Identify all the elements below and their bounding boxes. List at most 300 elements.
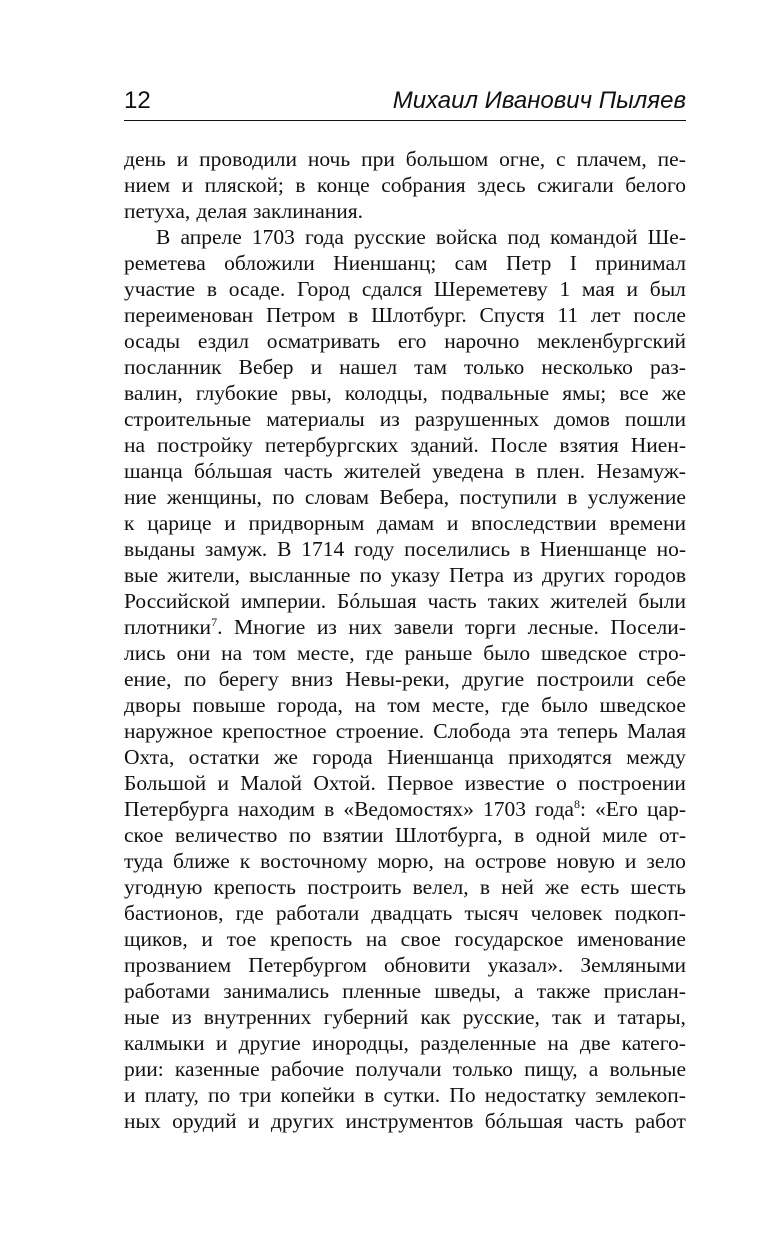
word: вые: [124, 563, 159, 587]
word: в: [479, 875, 491, 899]
word: месте,: [297, 641, 355, 665]
word: и: [215, 1031, 228, 1055]
text-line: [124, 614, 686, 640]
text-line: [124, 744, 686, 770]
word: ные: [124, 1005, 160, 1029]
word: восточному: [260, 849, 368, 873]
word: стро-: [638, 641, 686, 665]
word: женщины,: [166, 485, 262, 509]
text-line: [124, 1030, 686, 1056]
word: все: [619, 381, 649, 405]
word: они: [176, 641, 211, 665]
word: ямы;: [562, 381, 607, 405]
word: туда: [124, 849, 163, 873]
word: том: [253, 641, 287, 665]
word: в: [295, 173, 306, 197]
word: на: [547, 1031, 569, 1055]
word: из: [513, 563, 533, 587]
word: ездил: [197, 329, 249, 353]
word: поступили: [459, 485, 557, 509]
text-line: [124, 146, 686, 172]
word: Большой: [124, 771, 207, 795]
word: и: [176, 147, 189, 171]
word: пляской;: [204, 173, 284, 197]
text-line: [124, 562, 686, 588]
word: в: [348, 303, 359, 327]
word: города,: [277, 693, 343, 717]
word: берегу: [218, 667, 279, 691]
word: в: [324, 797, 335, 821]
word: нарочно: [444, 329, 520, 353]
word: губерний: [323, 1005, 409, 1029]
word: после: [633, 303, 686, 327]
word: Многие: [234, 615, 306, 639]
word: повыше: [192, 693, 266, 717]
word: его: [397, 329, 427, 353]
word: шесть: [630, 875, 686, 899]
word: заклинания.: [252, 199, 364, 223]
word: шанца: [124, 459, 183, 483]
word: «Его: [595, 797, 638, 821]
word: указал».: [487, 953, 564, 977]
word: Первое: [387, 771, 454, 795]
word: и: [217, 771, 229, 795]
word: указу: [390, 563, 440, 587]
page-header: [124, 86, 686, 121]
word: бастионов,: [124, 901, 224, 925]
word: в: [364, 1083, 375, 1107]
word: глубокие: [195, 381, 278, 405]
word: взятии: [322, 823, 384, 847]
word: государское: [454, 927, 564, 951]
word: одной: [535, 823, 591, 847]
word: известие: [464, 771, 545, 795]
word: В: [156, 225, 171, 249]
word: белого: [625, 173, 686, 197]
word: участие: [124, 277, 196, 301]
word: 1: [559, 277, 571, 301]
word: величество: [174, 823, 278, 847]
word: работ: [634, 1109, 686, 1133]
word: конце: [317, 173, 370, 197]
text-line: [124, 302, 686, 328]
word: пищу,: [524, 1057, 578, 1081]
word: теперь: [557, 719, 618, 743]
word: были: [638, 589, 686, 613]
word: проводили: [199, 147, 297, 171]
word: таких: [487, 589, 540, 613]
word: был: [649, 277, 686, 301]
word: Шлотбург.: [371, 303, 467, 327]
word: цар-: [647, 797, 686, 821]
word: плен.: [536, 459, 586, 483]
word: I: [569, 251, 577, 275]
word: войска: [435, 225, 498, 249]
word: велел,: [412, 875, 469, 899]
word: города: [312, 745, 373, 769]
word: материалы: [266, 407, 365, 431]
word: несколько: [541, 355, 633, 379]
text-line: [124, 1056, 686, 1082]
running-head-author: Михаил Иванович Пыляев: [392, 87, 686, 114]
word: бóльшая: [484, 1109, 563, 1133]
word: две: [579, 1031, 611, 1055]
word: собрания: [381, 173, 466, 197]
text-line: [124, 978, 686, 1004]
word: завели: [393, 615, 454, 639]
word: свое: [400, 927, 441, 951]
word: приходятся: [508, 745, 612, 769]
text-line: [124, 536, 686, 562]
word: копейки: [280, 1083, 356, 1107]
word: часть: [427, 589, 477, 613]
text-line: [124, 328, 686, 354]
word: здесь: [477, 173, 526, 197]
word: плачем,: [576, 147, 647, 171]
word: Малой: [240, 771, 303, 795]
word: к: [124, 511, 135, 535]
word: инородцы,: [311, 1031, 409, 1055]
text-line: [124, 224, 686, 250]
word: замуж.: [204, 537, 268, 561]
word: а: [513, 979, 524, 1003]
word: работали: [275, 901, 360, 925]
word: командой: [550, 225, 638, 249]
word: только: [452, 1057, 513, 1081]
word: Невы-реки,: [345, 667, 450, 691]
word: разрушенных: [414, 407, 540, 431]
word: года$^8$:: [535, 796, 586, 821]
word: мая: [581, 277, 615, 301]
word: прислан-: [603, 979, 686, 1003]
text-line: [124, 692, 686, 718]
word: бóльшая: [193, 459, 273, 483]
word: том: [387, 693, 421, 717]
text-line: [124, 718, 686, 744]
word: и: [310, 355, 323, 379]
word: занимались: [223, 979, 330, 1003]
word: под: [507, 225, 540, 249]
word: а: [588, 1057, 599, 1081]
word: других: [270, 1109, 335, 1133]
word: по: [359, 563, 382, 587]
word: но-: [656, 537, 686, 561]
word: человек: [530, 901, 603, 925]
word: империи.: [240, 589, 327, 613]
word: недостатку: [484, 1083, 587, 1107]
word: тысяч: [464, 901, 519, 925]
word: катего-: [621, 1031, 686, 1055]
word: было: [483, 641, 531, 665]
word: по: [272, 485, 295, 509]
word: сжигали: [537, 173, 614, 197]
word: Петром: [265, 303, 336, 327]
word: орудий: [172, 1109, 237, 1133]
word: впоследствии: [471, 511, 597, 535]
word: года: [304, 225, 344, 249]
word: подвальные: [440, 381, 550, 405]
text-line: [124, 926, 686, 952]
word: Шлотбурга,: [395, 823, 503, 847]
word: по: [208, 1083, 231, 1107]
word: шведы,: [434, 979, 501, 1003]
word: После: [490, 433, 548, 457]
word: обложили: [224, 251, 315, 275]
word: три: [239, 1083, 272, 1107]
word: плату,: [144, 1083, 199, 1107]
word: году: [354, 537, 395, 561]
word: калмыки: [124, 1031, 205, 1055]
text-line: [124, 822, 686, 848]
word: прозванием: [124, 953, 232, 977]
text-line: [124, 172, 686, 198]
word: Ше-: [647, 225, 686, 249]
word: другие: [462, 667, 525, 691]
word: в: [206, 277, 217, 301]
word: Слобода: [433, 719, 511, 743]
word: где: [235, 901, 264, 925]
word: шведское: [599, 693, 686, 717]
word: 1714: [301, 537, 345, 561]
word: ение,: [124, 667, 172, 691]
word: большом: [405, 147, 489, 171]
word: словам: [304, 485, 369, 509]
word: также: [536, 979, 591, 1003]
word: Охтой.: [313, 771, 376, 795]
word: посланник: [124, 355, 222, 379]
word: ближе: [172, 849, 230, 873]
word: и: [181, 173, 194, 197]
word: крепость: [269, 927, 353, 951]
word: щиков,: [124, 927, 188, 951]
word: дамам: [377, 511, 435, 535]
word: тое: [226, 927, 257, 951]
text-line: [124, 1004, 686, 1030]
word: Петра: [448, 563, 504, 587]
word: казенные: [174, 1057, 260, 1081]
word: осады: [124, 329, 181, 353]
word: Петербурга: [124, 797, 229, 821]
word: нашел: [339, 355, 398, 379]
word: делая: [196, 199, 247, 223]
word: только: [464, 355, 525, 379]
word: и: [626, 277, 639, 301]
word: из: [171, 1005, 192, 1029]
word: валин,: [124, 381, 183, 405]
word: рабочие: [270, 1057, 345, 1081]
word: Город: [296, 277, 351, 301]
word: между: [626, 745, 686, 769]
word: колодцы,: [344, 381, 428, 405]
word: ское: [124, 823, 164, 847]
word: так: [552, 1005, 582, 1029]
word: там: [414, 355, 447, 379]
word: татары,: [617, 1005, 686, 1029]
word: постройку: [157, 433, 253, 457]
word: рии:: [124, 1057, 164, 1081]
page-number: 12: [124, 87, 151, 114]
word: мекленбургский: [537, 329, 686, 353]
word: месте,: [432, 693, 490, 717]
word: строение.: [335, 719, 425, 743]
text-line: [124, 848, 686, 874]
word: работами: [124, 979, 211, 1003]
word: городов: [614, 563, 686, 587]
word: морю,: [377, 849, 434, 873]
word: Петр: [505, 251, 552, 275]
word: есть: [580, 875, 620, 899]
word: них: [348, 615, 383, 639]
word: лесные.: [527, 615, 599, 639]
word: строительные: [124, 407, 252, 431]
word: как: [420, 1005, 451, 1029]
word: Незамуж-: [596, 459, 686, 483]
word: зело: [646, 849, 686, 873]
word: реметева: [124, 251, 206, 275]
word: апреле: [180, 225, 242, 249]
text-line: [124, 432, 686, 458]
word: же: [545, 875, 570, 899]
word: петуха,: [124, 199, 191, 223]
word: взятия: [559, 433, 619, 457]
word: Петербургом: [248, 953, 367, 977]
word: где: [365, 641, 394, 665]
word: Бóльшая: [337, 589, 417, 613]
word: 1703: [482, 797, 526, 821]
word: вольные: [609, 1057, 686, 1081]
word: землекоп-: [595, 1083, 686, 1107]
word: сдался: [361, 277, 423, 301]
word: о: [556, 771, 567, 795]
word: крепость: [213, 875, 296, 899]
word: в: [519, 537, 531, 561]
word: нием: [124, 173, 171, 197]
text-line: [124, 1108, 686, 1134]
word: построили: [536, 667, 634, 691]
word: рвы,: [291, 381, 332, 405]
word: другие: [238, 1031, 301, 1055]
word: в: [514, 823, 525, 847]
text-line: [124, 770, 686, 796]
word: именование: [577, 927, 686, 951]
word: на: [365, 927, 387, 951]
word: Российской: [124, 589, 230, 613]
word: внутренних: [203, 1005, 312, 1029]
word: выданы: [124, 537, 196, 561]
word: пленные: [342, 979, 421, 1003]
word: Земляными: [580, 953, 686, 977]
word: и: [248, 1109, 260, 1133]
word: и: [224, 511, 236, 535]
word: придворным: [248, 511, 365, 535]
word: при: [361, 147, 395, 171]
word: жителей: [550, 589, 628, 613]
word: домов: [554, 407, 610, 431]
word: пе-: [657, 147, 686, 171]
word: русские,: [462, 1005, 540, 1029]
word: и: [446, 511, 459, 535]
word: ночь: [307, 147, 351, 171]
word: себе: [646, 667, 686, 691]
word: времени: [609, 511, 686, 535]
text-line: [124, 484, 686, 510]
word: ных: [124, 1109, 161, 1133]
word: двадцать: [371, 901, 453, 925]
text-line: [124, 666, 686, 692]
word: ние: [124, 485, 157, 509]
word: ней: [501, 875, 534, 899]
word: торги: [465, 615, 517, 639]
word: Ниеншанце: [539, 537, 647, 561]
word: поселились: [404, 537, 511, 561]
word: разделенные: [420, 1031, 537, 1055]
text-line: [124, 458, 686, 484]
word: по: [183, 667, 207, 691]
word: находим: [237, 797, 315, 821]
word: шведское: [540, 641, 628, 665]
word: 1703: [251, 225, 295, 249]
word: остатки: [188, 745, 260, 769]
word: дворы: [124, 693, 181, 717]
text-line: [124, 276, 686, 302]
word: крепостное: [222, 719, 327, 743]
word: царице: [147, 511, 212, 535]
text-line: [124, 952, 686, 978]
word: раз-: [650, 355, 686, 379]
word: услужение: [587, 485, 686, 509]
word: Вебер: [238, 355, 294, 379]
word: миле: [602, 823, 648, 847]
word: инструментов: [345, 1109, 474, 1133]
word: подкоп-: [614, 901, 686, 925]
word: эта: [519, 719, 549, 743]
word: жителей: [343, 459, 421, 483]
word: осаде.: [228, 277, 286, 301]
word: по: [288, 823, 312, 847]
footnote-marker: 7: [211, 614, 218, 629]
word: Охта,: [124, 745, 175, 769]
word: Ниен-: [630, 433, 686, 457]
word: было: [541, 693, 588, 717]
word: Шереметеву: [433, 277, 548, 301]
word: часть: [574, 1109, 624, 1133]
word: угодную: [124, 875, 203, 899]
word: Спустя: [479, 303, 545, 327]
word: «Ведомостях»: [343, 797, 474, 821]
text-line: [124, 510, 686, 536]
text-line: [124, 198, 686, 224]
word: получали: [355, 1057, 442, 1081]
word: петербургских: [264, 433, 399, 457]
text-line: [124, 380, 686, 406]
word: от-: [658, 823, 686, 847]
word: Вебера,: [379, 485, 450, 509]
word: лет: [590, 303, 621, 327]
word: осматривать: [266, 329, 381, 353]
word: новую: [556, 849, 615, 873]
word: пошли: [624, 407, 686, 431]
text-line: [124, 354, 686, 380]
word: к: [239, 849, 251, 873]
word: и: [624, 849, 637, 873]
word: переименован: [124, 303, 254, 327]
word: Малая: [626, 719, 686, 743]
word: на: [443, 849, 465, 873]
word: и: [201, 927, 213, 951]
word: и: [124, 1083, 136, 1107]
word: с: [556, 147, 566, 171]
word: принимал: [595, 251, 686, 275]
